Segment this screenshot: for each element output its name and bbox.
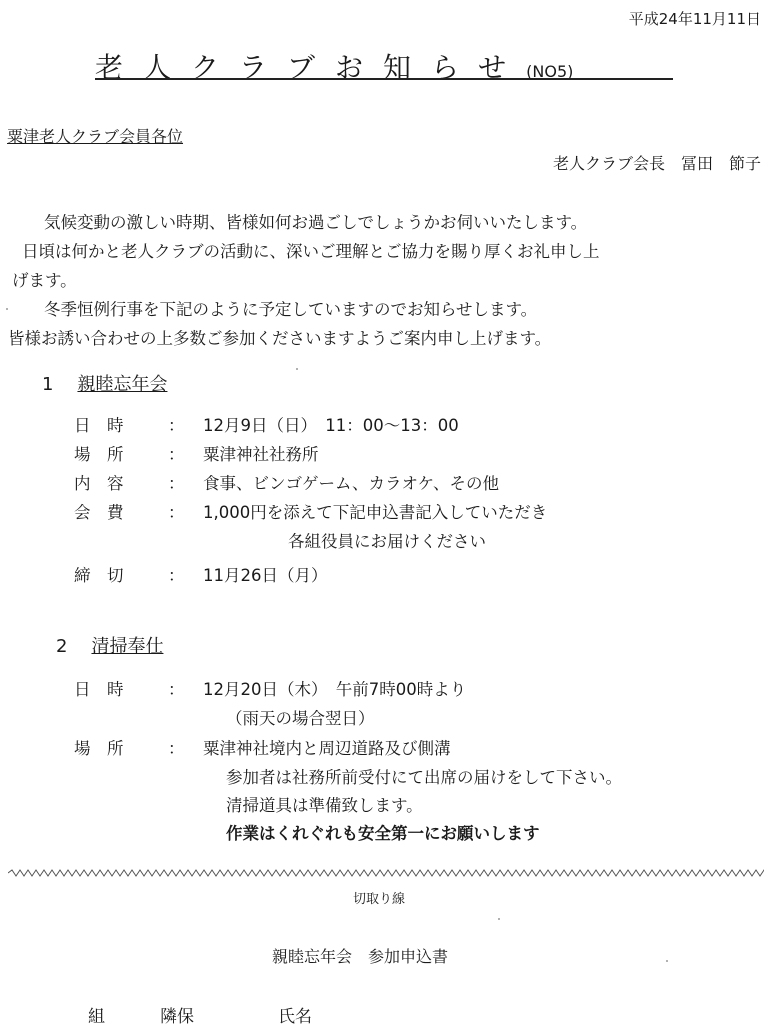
s1-value-deadline: 11月26日（月） bbox=[203, 566, 328, 585]
notice-date: 平成24年11月11日 bbox=[628, 10, 761, 28]
s2-label-datetime: 日 時 bbox=[74, 680, 124, 699]
notice-title-text: 老人クラブお知らせ bbox=[95, 51, 527, 84]
s1-value-place: 粟津神社社務所 bbox=[203, 445, 319, 464]
s2-note-3: 作業はくれぐれも安全第一にお願いします bbox=[226, 824, 540, 843]
title-underline bbox=[95, 78, 673, 80]
scan-speck bbox=[666, 960, 668, 962]
s1-value-datetime: 12月9日（日） 11：00〜13：00 bbox=[203, 416, 459, 435]
section2-number: 2 bbox=[56, 636, 68, 657]
s2-note-2: 清掃道具は準備致します。 bbox=[226, 796, 423, 815]
section2-title: 清掃奉仕 bbox=[91, 636, 164, 657]
section1-heading bbox=[42, 370, 167, 396]
sender: 老人クラブ会長 冨田 節子 bbox=[552, 154, 761, 173]
form-field-kumi: 組 bbox=[88, 1007, 105, 1027]
scan-speck bbox=[6, 308, 8, 310]
notice-title bbox=[95, 46, 573, 86]
body-line-4: 冬季恒例行事を下記のように予定していますのでお知らせします。 bbox=[44, 300, 538, 319]
s1-colon-deadline: ： bbox=[168, 566, 185, 585]
notice-number: (NO5) bbox=[526, 62, 574, 81]
body-line-5: 皆様お誘い合わせの上多数ご参加くださいますようご案内申し上げます。 bbox=[8, 329, 552, 348]
body-line-1: 気候変動の激しい時期、皆様如何お過ごしでしょうかお伺いいたします。 bbox=[44, 213, 588, 232]
s1-value-fee-cont: 各組役員にお届けください bbox=[288, 532, 486, 551]
s1-value-content: 食事、ビンゴゲーム、カラオケ、その他 bbox=[203, 474, 500, 493]
cut-line-label: 切取り線 bbox=[353, 892, 406, 907]
s2-note-1: 参加者は社務所前受付にて出席の届けをして下さい。 bbox=[226, 768, 622, 787]
body-line-2: 日頃は何かと老人クラブの活動に、深いご理解とご協力を賜り厚くお礼申し上 bbox=[22, 242, 600, 261]
s1-label-fee: 会 費 bbox=[74, 503, 124, 522]
s1-value-fee: 1,000円を添えて下記申込書記入していただき bbox=[203, 503, 548, 522]
s2-colon-place: ： bbox=[168, 739, 185, 758]
s2-value-place: 粟津神社境内と周辺道路及び側溝 bbox=[203, 739, 451, 758]
s1-colon-datetime: ： bbox=[168, 416, 185, 435]
s2-colon-datetime: ： bbox=[168, 680, 185, 699]
s1-label-deadline: 締 切 bbox=[74, 566, 124, 585]
body-line-3: げます。 bbox=[12, 271, 77, 290]
section1-title: 親睦忘年会 bbox=[77, 374, 168, 395]
addressee: 粟津老人クラブ会員各位 bbox=[7, 127, 184, 146]
s1-label-place: 場 所 bbox=[74, 445, 124, 464]
s2-rain-note: （雨天の場合翌日） bbox=[226, 709, 375, 728]
s1-label-datetime: 日 時 bbox=[74, 416, 124, 435]
section1-number: 1 bbox=[42, 374, 54, 395]
form-title: 親睦忘年会 参加申込書 bbox=[272, 947, 449, 966]
s1-colon-place: ： bbox=[168, 445, 185, 464]
s1-colon-content: ： bbox=[168, 474, 185, 493]
s1-colon-fee: ： bbox=[168, 503, 185, 522]
s1-label-content: 内 容 bbox=[74, 474, 124, 493]
scan-speck bbox=[498, 918, 500, 920]
section2-heading bbox=[56, 632, 163, 658]
form-field-name: 氏名 bbox=[278, 1007, 312, 1027]
scan-speck bbox=[296, 368, 298, 370]
cut-line-wave bbox=[8, 868, 764, 878]
s2-value-datetime: 12月20日（木） 午前7時00時より bbox=[203, 680, 467, 699]
s2-label-place: 場 所 bbox=[74, 739, 124, 758]
form-field-rinpo: 隣保 bbox=[160, 1007, 194, 1027]
